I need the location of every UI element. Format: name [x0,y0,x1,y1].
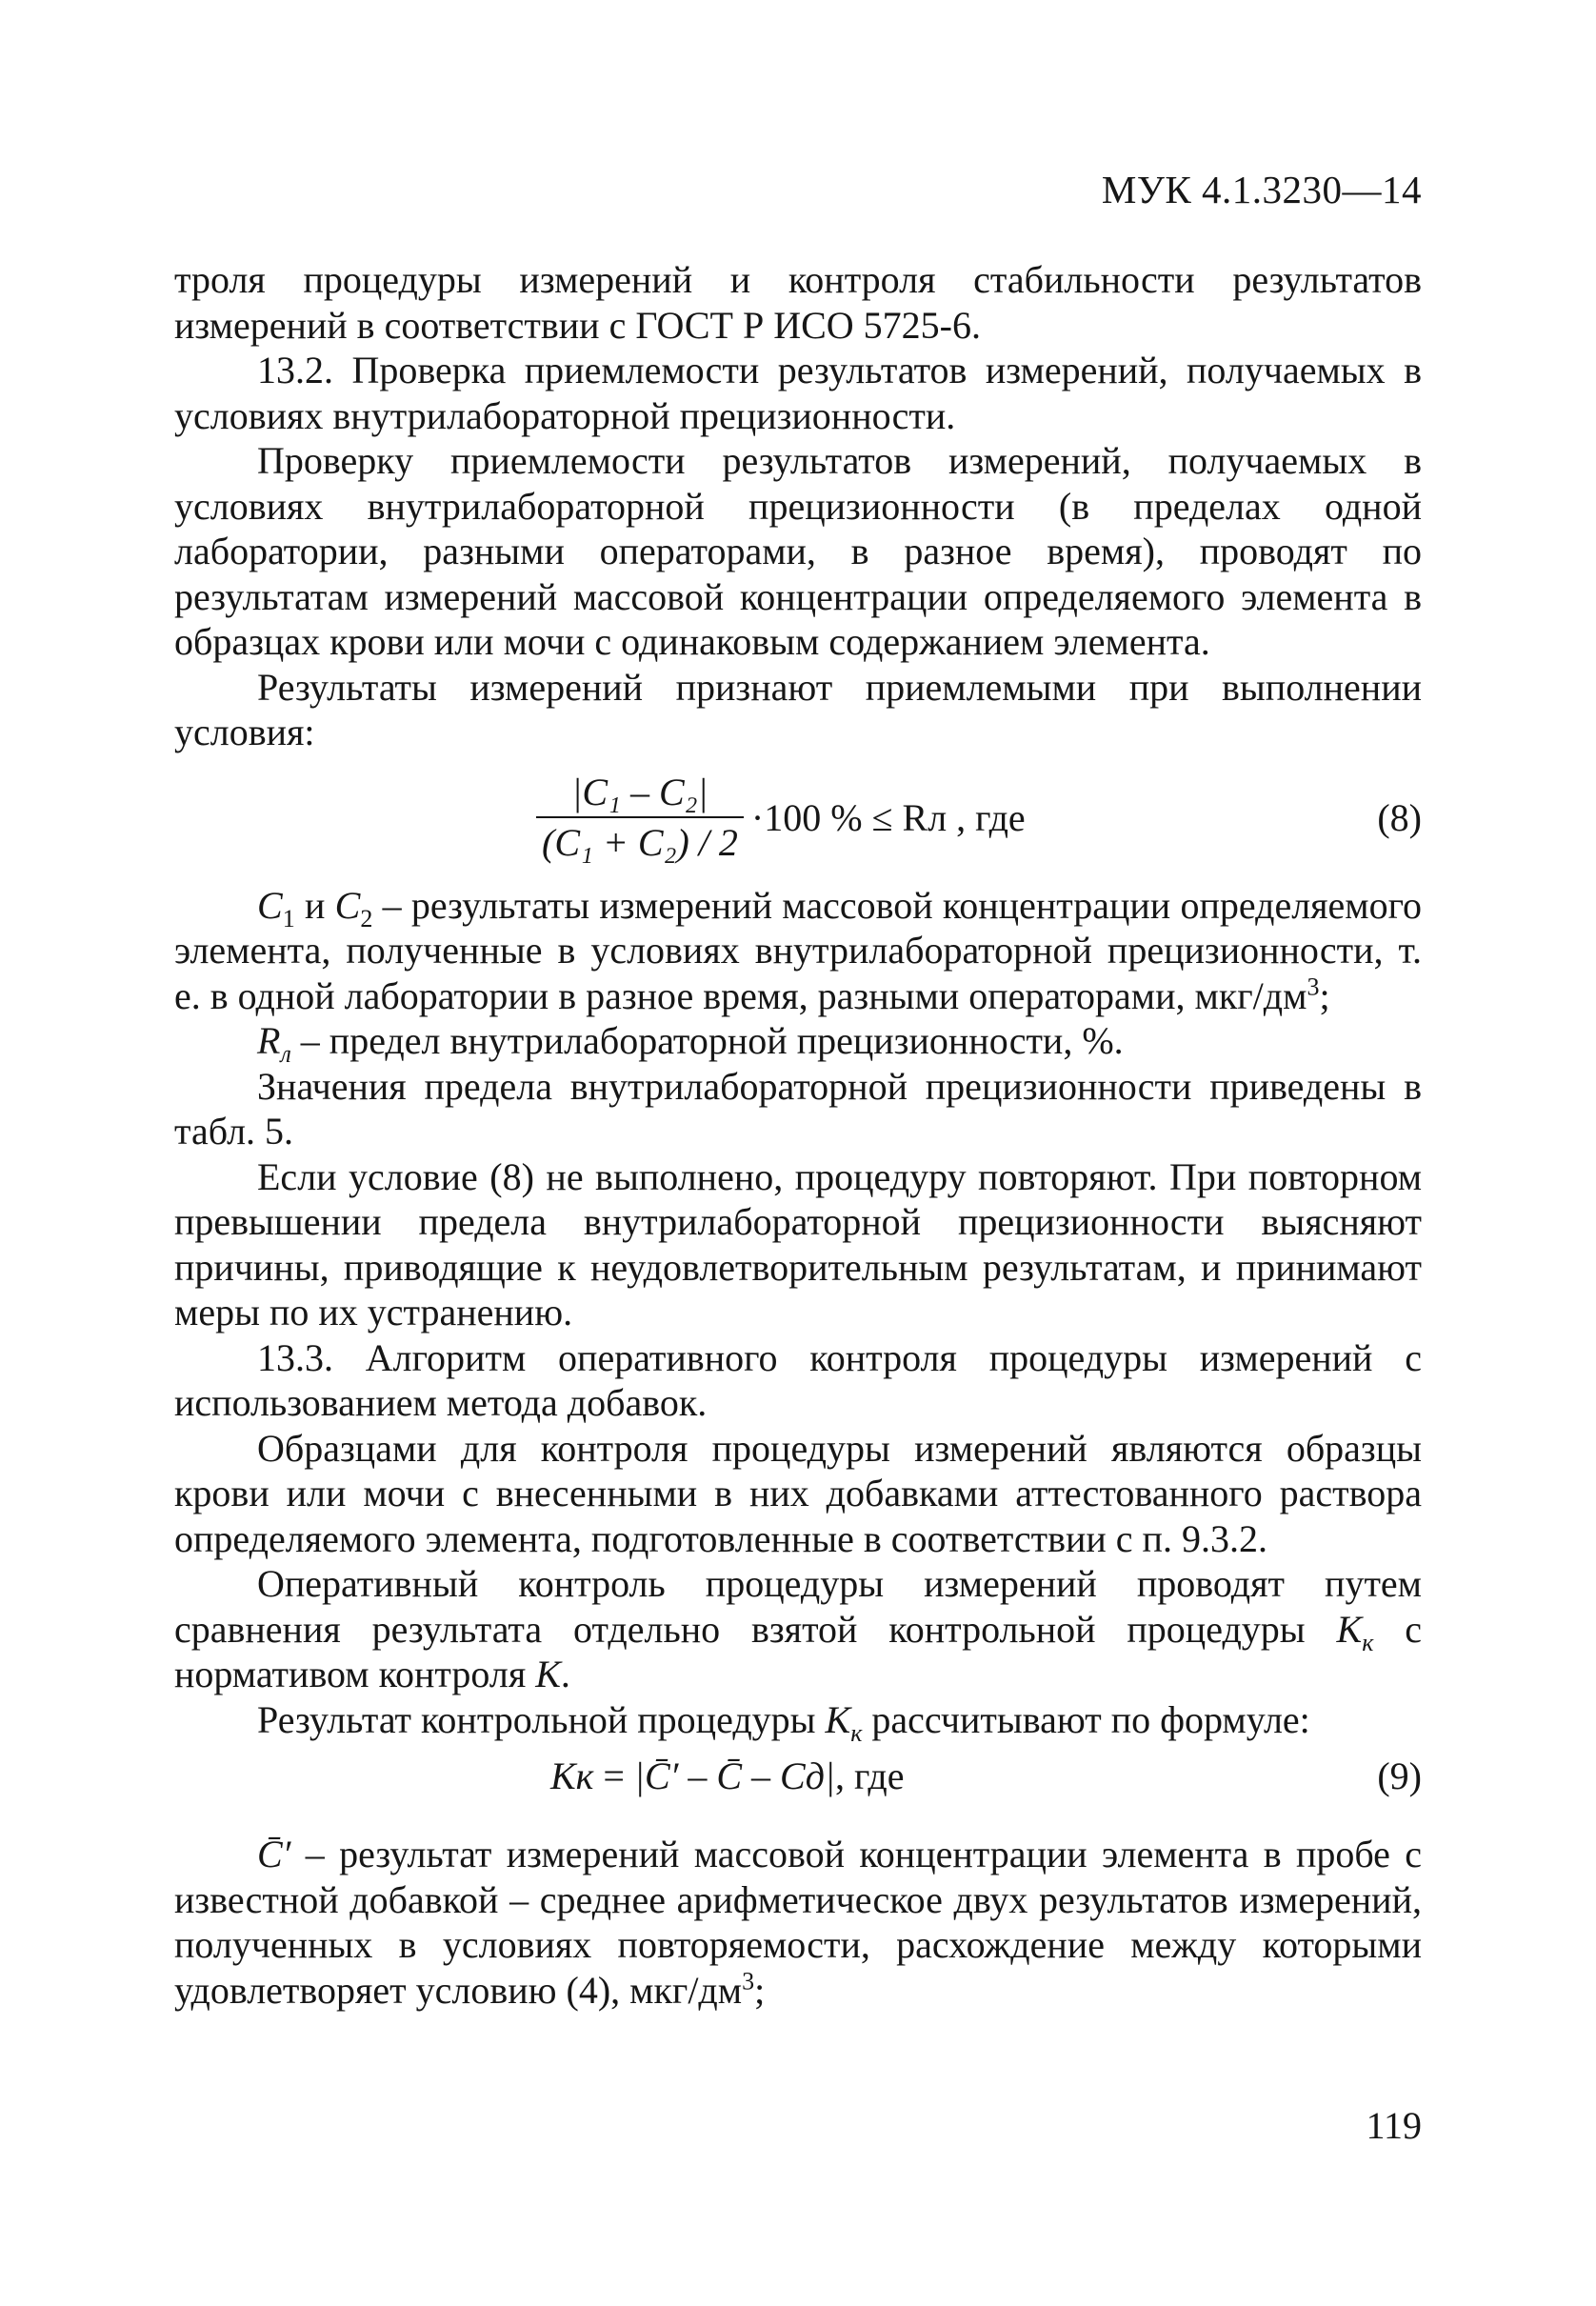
paragraph: Образцами для контроля процедуры измерений являются образцы крови или мочи с внесенными в них добавками аттестованного раствора определяемого элемента, подготовленные в соответствии с п. 9.3.2. [174,1426,1422,1560]
formula-lhs: Kк [550,1755,594,1797]
section-heading-13-2: 13.2. Проверка приемлемости результатов измерений, получаемых в условиях внутрилабораторной прецизионности. [174,349,1422,437]
fraction-denominator: (C₁ + C₂) / 2 [542,820,738,864]
formula-tail: ·100 % ≤ Rл , где [750,795,1026,839]
formula-8 [174,761,1422,875]
definition-c1-c2: $C_1$ и $C_2$ – результаты измерений массовой концентрации определяемого элемента, полученные в условиях внутрилабораторной прецизионности, т. е. в одной лаборатории в разное время, разными операторами, мкг/$дм^3$; [174,883,1423,1017]
definition-cbar-prime: C̄′ – результат измерений массовой концентрации элемента в пробе с известной добавкой – среднее арифметическое двух результатов измерений, полученных в условиях повторяемости, расхождение между которыми удовлетворяет условию (4), мкг/$дм^3$; [174,1833,1423,2012]
paragraph: Проверку приемлемости результатов измерений, получаемых в условиях внутрилабораторной прецизионности (в пределах одной лаборатории, разными операторами, в разное время), проводят по результатам измерений массовой концентрации определяемого элемента в образцах крови или мочи с одинаковым содержанием элемента. [174,439,1422,663]
paragraph: Значения предела внутрилабораторной прецизионности приведены в табл. 5. [174,1064,1422,1153]
document-code: МУК 4.1.3230—14 [1101,168,1422,211]
page-body [174,257,1422,2013]
definition-rl: $R_л$ – предел внутрилабораторной прецизионности, %. [257,1019,1124,1068]
formula-tail: , где [834,1755,905,1797]
section-heading-13-3: 13.3. Алгоритм оперативного контроля процедуры измерений с использованием метода добавок. [174,1335,1422,1424]
paragraph: Оперативный контроль процедуры измерений проводят путем сравнения результата отдельно взятой контрольной процедуры $K_к$ с нормативом контроля K. [174,1562,1423,1695]
paragraph: Если условие (8) не выполнено, процедуру повторяют. При повторном превышении предела внутрилабораторной прецизионности выясняют причины, приводящие к неудовлетворительным результатам, и принимают меры по их устранению. [174,1154,1422,1333]
fraction-numerator: |C₁ – C₂| [571,770,708,813]
fraction [536,769,744,868]
page-number: 119 [1366,2104,1422,2147]
paragraph: Результат контрольной процедуры $K_к$ рассчитывают по формуле: [257,1697,1310,1747]
paragraph: Результаты измерений признают приемлемыми при выполнении условия: [174,665,1422,753]
formula-number: (8) [1377,795,1422,839]
paragraph: троля процедуры измерений и контроля стабильности результатов измерений в соответствии с ГОСТ Р ИСО 5725-6. [174,258,1422,347]
formula-number: (9) [1377,1755,1422,1797]
formula-9: Kк = |C̄′ – C̄ – Cд|, где (9) [550,1755,1422,1797]
formula-body: |C̄′ – C̄ – Cд| [633,1755,835,1797]
